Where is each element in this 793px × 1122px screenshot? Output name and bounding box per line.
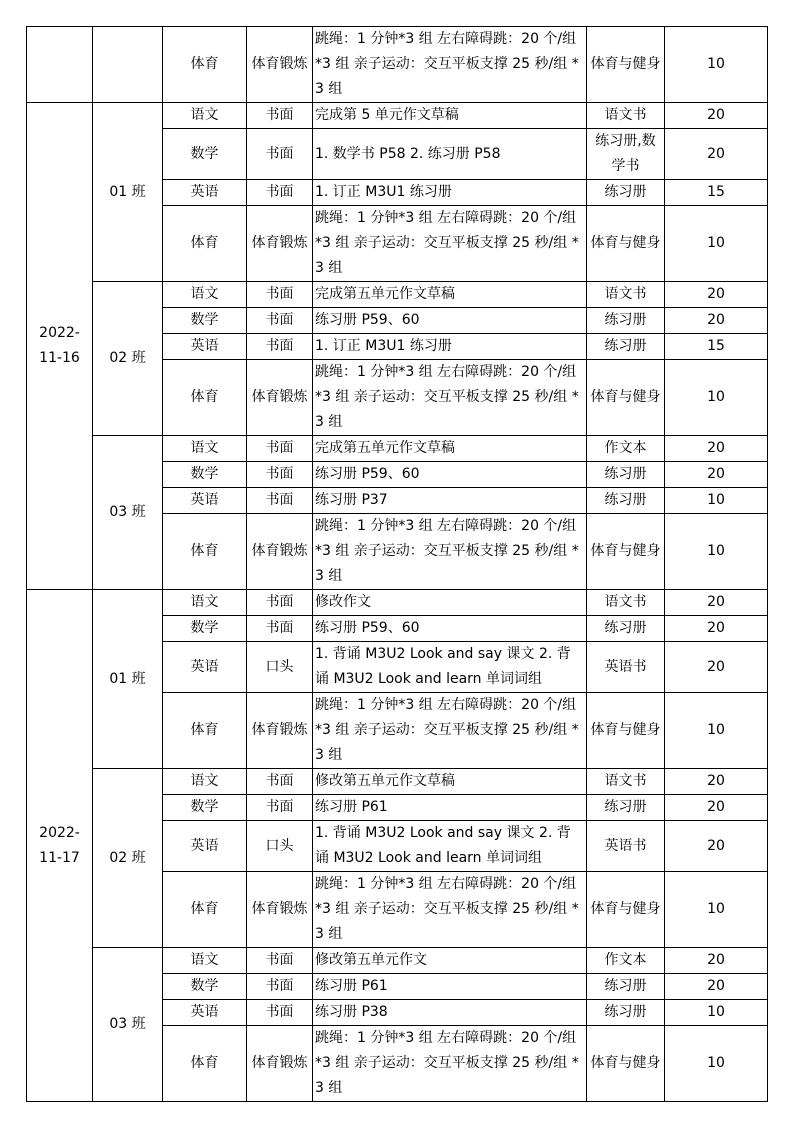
material-cell: 练习册	[587, 462, 665, 488]
subject-cell: 体育	[163, 514, 247, 590]
class-cell: 01 班	[93, 590, 163, 769]
class-cell: 02 班	[93, 769, 163, 948]
minutes-cell: 20	[665, 462, 768, 488]
minutes-cell: 20	[665, 795, 768, 821]
homework-table	[26, 26, 768, 1102]
material-cell: 练习册	[587, 308, 665, 334]
content-cell: 1. 背诵 M3U2 Look and say 课文 2. 背诵 M3U2 Look and learn 单词词组	[313, 642, 587, 693]
content-cell: 完成第 5 单元作文草稿	[313, 103, 587, 129]
content-cell: 1. 数学书 P58 2. 练习册 P58	[313, 129, 587, 180]
subject-cell: 英语	[163, 642, 247, 693]
type-cell: 书面	[247, 1000, 313, 1026]
table-row	[27, 948, 768, 974]
type-cell: 书面	[247, 488, 313, 514]
subject-cell: 语文	[163, 282, 247, 308]
material-cell: 练习册,数学书	[587, 129, 665, 180]
content-cell: 修改第五单元作文草稿	[313, 769, 587, 795]
class-cell: 01 班	[93, 103, 163, 282]
material-cell: 体育与健身	[587, 360, 665, 436]
type-cell: 口头	[247, 821, 313, 872]
subject-cell: 数学	[163, 462, 247, 488]
subject-cell: 数学	[163, 974, 247, 1000]
minutes-cell: 15	[665, 334, 768, 360]
class-cell: 03 班	[93, 948, 163, 1102]
material-cell: 练习册	[587, 616, 665, 642]
type-cell: 体育锻炼	[247, 693, 313, 769]
class-cell	[93, 27, 163, 103]
material-cell: 练习册	[587, 488, 665, 514]
minutes-cell: 10	[665, 1000, 768, 1026]
subject-cell: 英语	[163, 488, 247, 514]
minutes-cell: 20	[665, 821, 768, 872]
content-cell: 修改作文	[313, 590, 587, 616]
content-cell: 完成第五单元作文草稿	[313, 436, 587, 462]
subject-cell: 体育	[163, 1026, 247, 1102]
material-cell: 体育与健身	[587, 206, 665, 282]
type-cell: 书面	[247, 129, 313, 180]
minutes-cell: 10	[665, 360, 768, 436]
table-row	[27, 436, 768, 462]
table-row	[27, 282, 768, 308]
type-cell: 体育锻炼	[247, 27, 313, 103]
type-cell: 体育锻炼	[247, 206, 313, 282]
material-cell: 体育与健身	[587, 514, 665, 590]
type-cell: 体育锻炼	[247, 872, 313, 948]
minutes-cell: 20	[665, 642, 768, 693]
content-cell: 1. 背诵 M3U2 Look and say 课文 2. 背诵 M3U2 Look and learn 单词词组	[313, 821, 587, 872]
type-cell: 书面	[247, 974, 313, 1000]
content-cell: 1. 订正 M3U1 练习册	[313, 180, 587, 206]
subject-cell: 英语	[163, 821, 247, 872]
content-cell: 跳绳：1 分钟*3 组 左右障碍跳：20 个/组 *3 组 亲子运动：交互平板支撑 25 秒/组 *3 组	[313, 1026, 587, 1102]
subject-cell: 数学	[163, 616, 247, 642]
type-cell: 书面	[247, 462, 313, 488]
material-cell: 作文本	[587, 436, 665, 462]
homework-table-body	[27, 27, 768, 1102]
subject-cell: 语文	[163, 769, 247, 795]
type-cell: 书面	[247, 334, 313, 360]
subject-cell: 体育	[163, 27, 247, 103]
material-cell: 语文书	[587, 282, 665, 308]
material-cell: 练习册	[587, 1000, 665, 1026]
minutes-cell: 20	[665, 769, 768, 795]
minutes-cell: 20	[665, 974, 768, 1000]
material-cell: 英语书	[587, 642, 665, 693]
type-cell: 书面	[247, 308, 313, 334]
minutes-cell: 20	[665, 129, 768, 180]
class-cell: 02 班	[93, 282, 163, 436]
content-cell: 练习册 P61	[313, 795, 587, 821]
type-cell: 书面	[247, 282, 313, 308]
content-cell: 练习册 P37	[313, 488, 587, 514]
material-cell: 体育与健身	[587, 693, 665, 769]
subject-cell: 英语	[163, 334, 247, 360]
content-cell: 跳绳：1 分钟*3 组 左右障碍跳：20 个/组 *3 组 亲子运动：交互平板支撑 25 秒/组 *3 组	[313, 693, 587, 769]
type-cell: 书面	[247, 769, 313, 795]
content-cell: 练习册 P38	[313, 1000, 587, 1026]
type-cell: 口头	[247, 642, 313, 693]
material-cell: 体育与健身	[587, 27, 665, 103]
subject-cell: 语文	[163, 436, 247, 462]
content-cell: 跳绳：1 分钟*3 组 左右障碍跳：20 个/组 *3 组 亲子运动：交互平板支撑 25 秒/组 *3 组	[313, 872, 587, 948]
minutes-cell: 10	[665, 206, 768, 282]
table-row	[27, 590, 768, 616]
material-cell: 练习册	[587, 180, 665, 206]
type-cell: 书面	[247, 103, 313, 129]
table-row	[27, 769, 768, 795]
date-cell: 2022-11-16	[27, 103, 93, 590]
content-cell: 练习册 P59、60	[313, 462, 587, 488]
type-cell: 书面	[247, 436, 313, 462]
content-cell: 练习册 P59、60	[313, 616, 587, 642]
material-cell: 语文书	[587, 103, 665, 129]
subject-cell: 英语	[163, 180, 247, 206]
content-cell: 完成第五单元作文草稿	[313, 282, 587, 308]
subject-cell: 英语	[163, 1000, 247, 1026]
content-cell: 跳绳：1 分钟*3 组 左右障碍跳：20 个/组 *3 组 亲子运动：交互平板支撑 25 秒/组 *3 组	[313, 514, 587, 590]
content-cell: 练习册 P59、60	[313, 308, 587, 334]
material-cell: 语文书	[587, 769, 665, 795]
subject-cell: 体育	[163, 872, 247, 948]
material-cell: 练习册	[587, 974, 665, 1000]
content-cell: 修改第五单元作文	[313, 948, 587, 974]
subject-cell: 数学	[163, 795, 247, 821]
subject-cell: 数学	[163, 129, 247, 180]
minutes-cell: 20	[665, 308, 768, 334]
type-cell: 书面	[247, 948, 313, 974]
type-cell: 体育锻炼	[247, 514, 313, 590]
subject-cell: 语文	[163, 948, 247, 974]
material-cell: 作文本	[587, 948, 665, 974]
content-cell: 练习册 P61	[313, 974, 587, 1000]
content-cell: 跳绳：1 分钟*3 组 左右障碍跳：20 个/组 *3 组 亲子运动：交互平板支撑 25 秒/组 *3 组	[313, 27, 587, 103]
material-cell: 练习册	[587, 795, 665, 821]
minutes-cell: 10	[665, 488, 768, 514]
class-cell: 03 班	[93, 436, 163, 590]
content-cell: 跳绳：1 分钟*3 组 左右障碍跳：20 个/组 *3 组 亲子运动：交互平板支撑 25 秒/组 *3 组	[313, 206, 587, 282]
minutes-cell: 10	[665, 1026, 768, 1102]
minutes-cell: 10	[665, 872, 768, 948]
minutes-cell: 10	[665, 514, 768, 590]
table-row	[27, 27, 768, 103]
minutes-cell: 20	[665, 590, 768, 616]
content-cell: 1. 订正 M3U1 练习册	[313, 334, 587, 360]
material-cell: 英语书	[587, 821, 665, 872]
type-cell: 书面	[247, 795, 313, 821]
subject-cell: 体育	[163, 693, 247, 769]
date-cell	[27, 27, 93, 103]
minutes-cell: 20	[665, 948, 768, 974]
content-cell: 跳绳：1 分钟*3 组 左右障碍跳：20 个/组 *3 组 亲子运动：交互平板支撑 25 秒/组 *3 组	[313, 360, 587, 436]
type-cell: 体育锻炼	[247, 1026, 313, 1102]
table-row	[27, 103, 768, 129]
minutes-cell: 15	[665, 180, 768, 206]
material-cell: 练习册	[587, 334, 665, 360]
type-cell: 书面	[247, 180, 313, 206]
material-cell: 体育与健身	[587, 1026, 665, 1102]
subject-cell: 语文	[163, 103, 247, 129]
minutes-cell: 20	[665, 103, 768, 129]
subject-cell: 语文	[163, 590, 247, 616]
date-cell: 2022-11-17	[27, 590, 93, 1102]
minutes-cell: 10	[665, 693, 768, 769]
type-cell: 书面	[247, 616, 313, 642]
subject-cell: 体育	[163, 206, 247, 282]
material-cell: 语文书	[587, 590, 665, 616]
type-cell: 书面	[247, 590, 313, 616]
subject-cell: 体育	[163, 360, 247, 436]
minutes-cell: 20	[665, 616, 768, 642]
material-cell: 体育与健身	[587, 872, 665, 948]
minutes-cell: 20	[665, 436, 768, 462]
subject-cell: 数学	[163, 308, 247, 334]
type-cell: 体育锻炼	[247, 360, 313, 436]
minutes-cell: 10	[665, 27, 768, 103]
minutes-cell: 20	[665, 282, 768, 308]
